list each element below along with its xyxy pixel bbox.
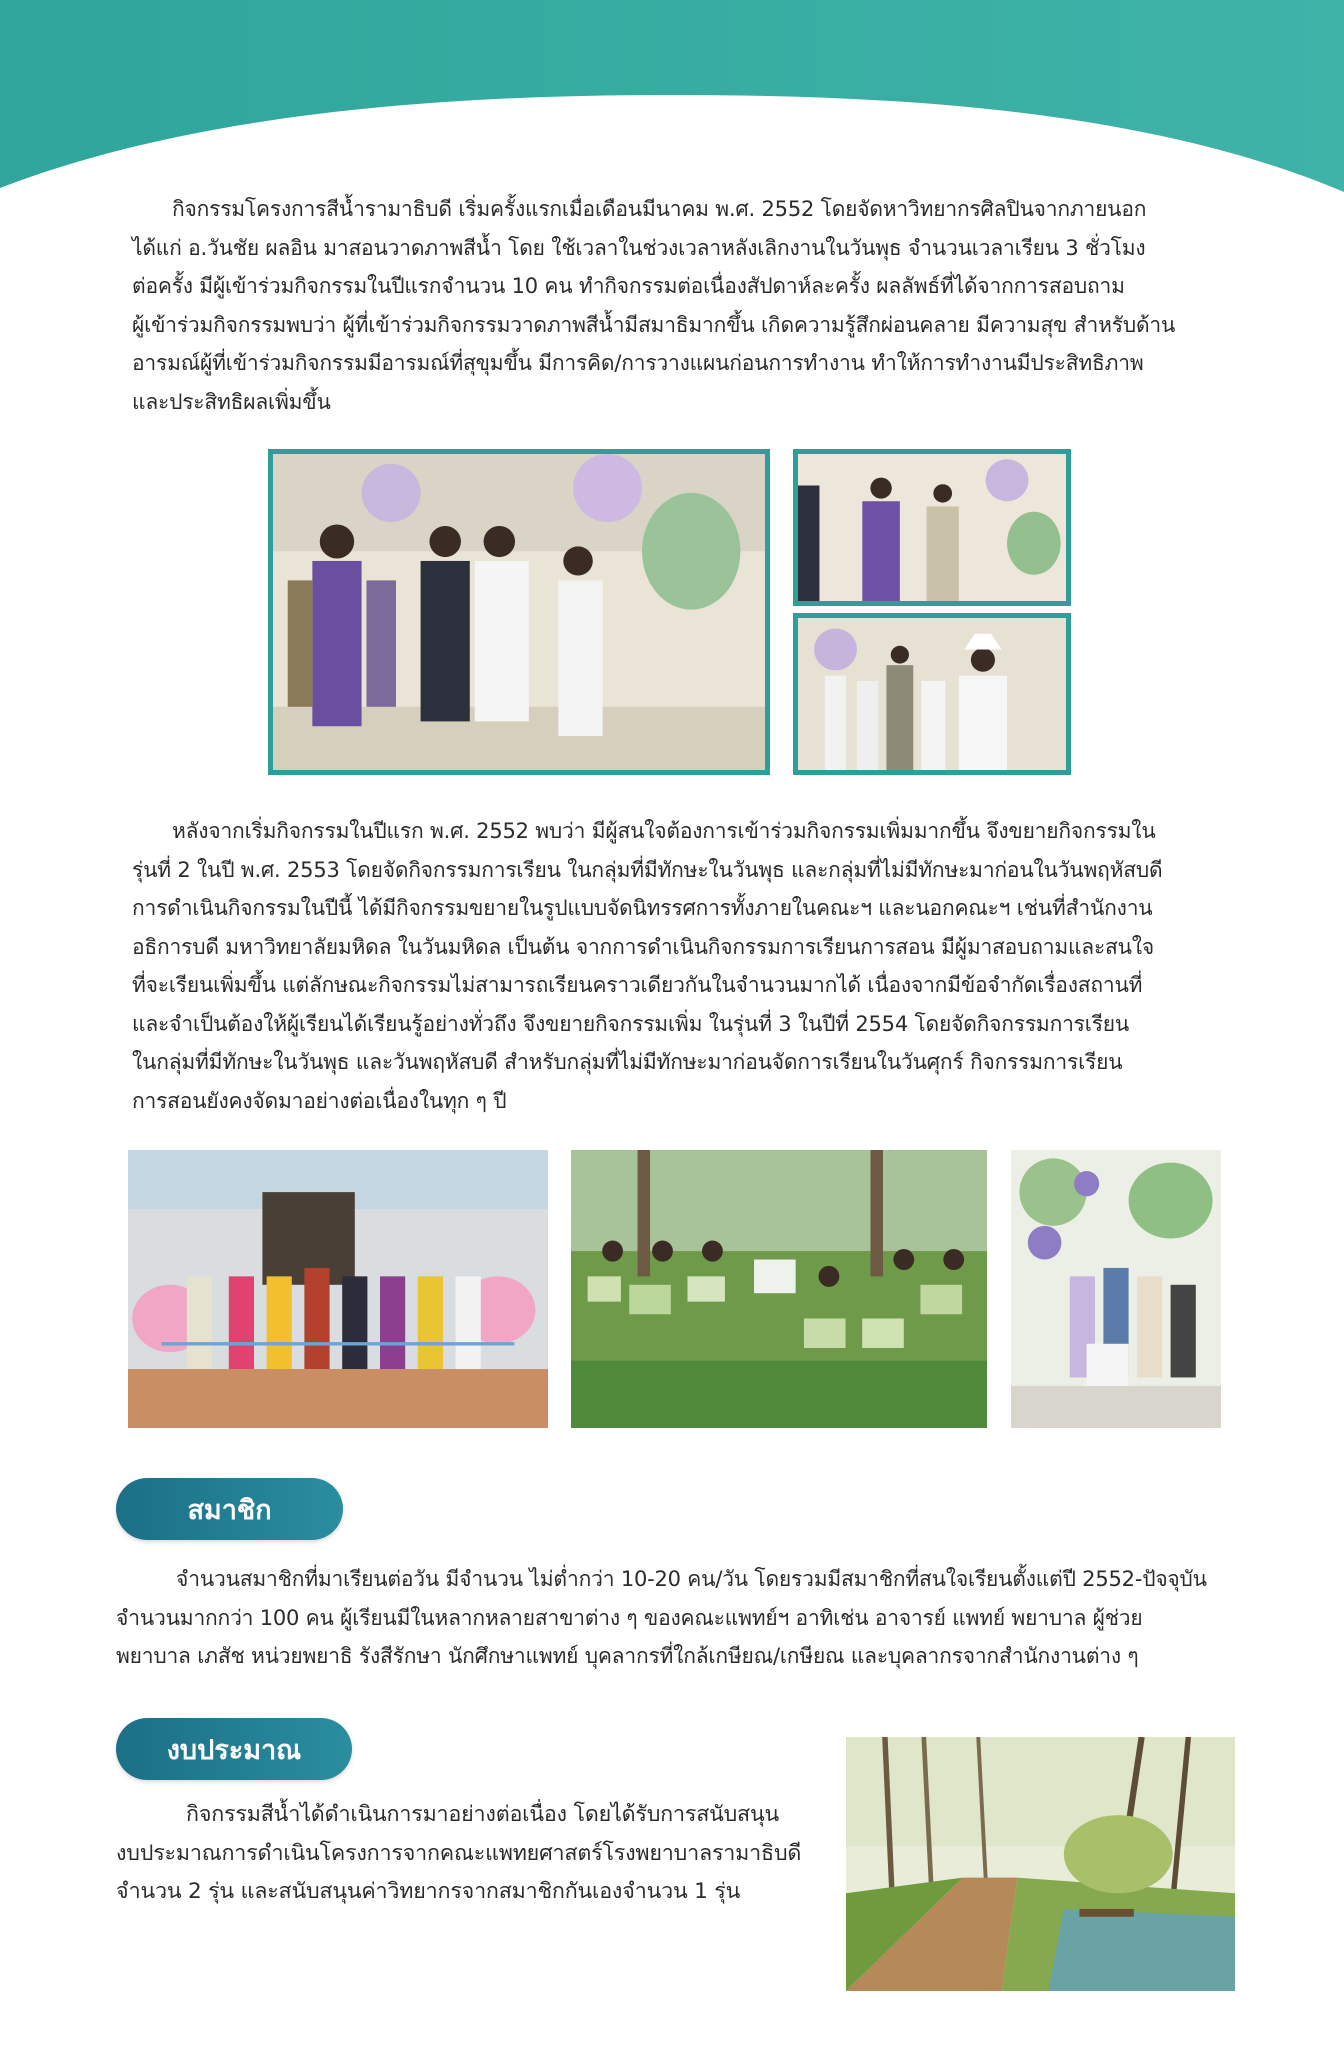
members-line: พยาบาล เภสัช หน่วยพยาธิ รังสีรักษา นักศึกษาแพทย์ บุคลากรที่ใกล้เกษียณ/เกษียณ และบุคลากรจากสำนักงานต่าง ๆ — [116, 1644, 1139, 1668]
intro-line: ผู้เข้าร่วมกิจกรรมพบว่า ผู้ที่เข้าร่วมกิจกรรมวาดภาพสีน้ำมีสมาธิมากขึ้น เกิดความรู้สึกผ่อนคลาย มีความสุข สำหรับด้าน — [132, 312, 1176, 337]
budget-heading — [116, 1718, 352, 1780]
expansion-line: ในกลุ่มที่มีทักษะในวันพุธ และวันพฤหัสบดี สำหรับกลุ่มที่ไม่มีทักษะมาก่อนจัดการเรียนในวันศุกร์ กิจกรรมการเรียน — [132, 1050, 1123, 1074]
members-line: จำนวนมากกว่า 100 คน ผู้เรียนมีในหลากหลายสาขาต่าง ๆ ของคณะแพทย์ฯ อาทิเช่น อาจารย์ แพทย์ พยาบาล ผู้ช่วย — [116, 1605, 1143, 1630]
members-heading — [116, 1478, 343, 1540]
header-wave-banner — [0, 0, 1344, 200]
expansion-line: การสอนยังคงจัดมาอย่างต่อเนื่องในทุก ๆ ปี — [132, 1088, 507, 1113]
expansion-line: รุ่นที่ 2 ในปี พ.ศ. 2553 โดยจัดกิจกรรมการเรียน ในกลุ่มที่มีทักษะในวันพุธ และกลุ่มที่ไม่มีทักษะมาก่อนในวันพฤหัสบดี — [132, 857, 1163, 882]
members-heading-label: สมาชิก — [187, 1494, 272, 1526]
intro-line: อารมณ์ผู้ที่เข้าร่วมกิจกรรมมีอารมณ์ที่สุขุมขึ้น มีการคิด/การวางแผนก่อนการทำงาน ทำให้การทำงานมีประสิทธิภาพ — [132, 351, 1144, 375]
royal-visit-photo — [268, 449, 770, 775]
budget-line: งบประมาณการดำเนินโครงการจากคณะแพทยศาสตร์โรงพยาบาลรามาธิบดี — [116, 1840, 802, 1866]
budget-line: กิจกรรมสีน้ำได้ดำเนินการมาอย่างต่อเนื่อง โดยได้รับการสนับสนุน — [186, 1802, 779, 1827]
intro-line: ได้แก่ อ.วันชัย ผลอิน มาสอนวาดภาพสีน้ำ โดย ใช้เวลาในช่วงเวลาหลังเลิกงานในวันพุธ จำนวนเวลาเรียน 3 ชั่วโมง — [132, 235, 1146, 260]
intro-paragraph — [132, 190, 1175, 421]
exhibition-opening-photo — [128, 1150, 548, 1428]
expansion-line: หลังจากเริ่มกิจกรรมในปีแรก พ.ศ. 2552 พบว่า มีผู้สนใจต้องการเข้าร่วมกิจกรรมเพิ่มมากขึ้น จึงขยายกิจกรรมใน — [172, 819, 1156, 843]
budget-line: จำนวน 2 รุ่น และสนับสนุนค่าวิทยากรจากสมาชิกกันเองจำนวน 1 รุ่น — [116, 1879, 741, 1904]
budget-paragraph — [116, 1796, 801, 1912]
visit-photo-small-top — [793, 449, 1071, 606]
mural-group-photo — [1011, 1150, 1221, 1428]
watercolor-painting — [846, 1737, 1235, 1991]
intro-line: กิจกรรมโครงการสีน้ำรามาธิบดี เริ่มครั้งแรกเมื่อเดือนมีนาคม พ.ศ. 2552 โดยจัดหาวิทยากรศิลปินจากภายนอก — [172, 197, 1147, 221]
members-paragraph — [116, 1560, 1207, 1676]
budget-heading-label: งบประมาณ — [166, 1734, 302, 1766]
expansion-line: อธิการบดี มหาวิทยาลัยมหิดล ในวันมหิดล เป็นต้น จากการดำเนินกิจกรรมการเรียนการสอน มีผู้มาสอบถามและสนใจ — [132, 934, 1154, 959]
intro-line: ต่อครั้ง มีผู้เข้าร่วมกิจกรรมในปีแรกจำนวน 10 คน ทำกิจกรรมต่อเนื่องสัปดาห์ละครั้ง ผลลัพธ์ที่ได้จากการสอบถาม — [132, 274, 1125, 298]
visit-photo-small-bottom — [793, 613, 1071, 775]
group-paintings-photo — [571, 1150, 987, 1428]
expansion-paragraph — [132, 812, 1162, 1120]
members-line: จำนวนสมาชิกที่มาเรียนต่อวัน มีจำนวน ไม่ต่ำกว่า 10-20 คน/วัน โดยรวมมีสมาชิกที่สนใจเรียนตั้งแต่ปี 2552-ปัจจุบัน — [176, 1567, 1207, 1591]
expansion-line: และจำเป็นต้องให้ผู้เรียนได้เรียนรู้อย่างทั่วถึง จึงขยายกิจกรรมเพิ่ม ในรุ่นที่ 3 ในปีที่ 2554 โดยจัดกิจกรรมการเรียน — [132, 1011, 1130, 1036]
expansion-line: ที่จะเรียนเพิ่มขึ้น แต่ลักษณะกิจกรรมไม่สามารถเรียนคราวเดียวกันในจำนวนมากได้ เนื่องจากมีข้อจำกัดเรื่องสถานที่ — [132, 973, 1143, 997]
intro-line: และประสิทธิผลเพิ่มขึ้น — [132, 389, 331, 414]
expansion-line: การดำเนินกิจกรรมในปีนี้ ได้มีกิจกรรมขยายในรูปแบบจัดนิทรรศการทั้งภายในคณะฯ และนอกคณะฯ เช่นที่สำนักงาน — [132, 896, 1153, 920]
